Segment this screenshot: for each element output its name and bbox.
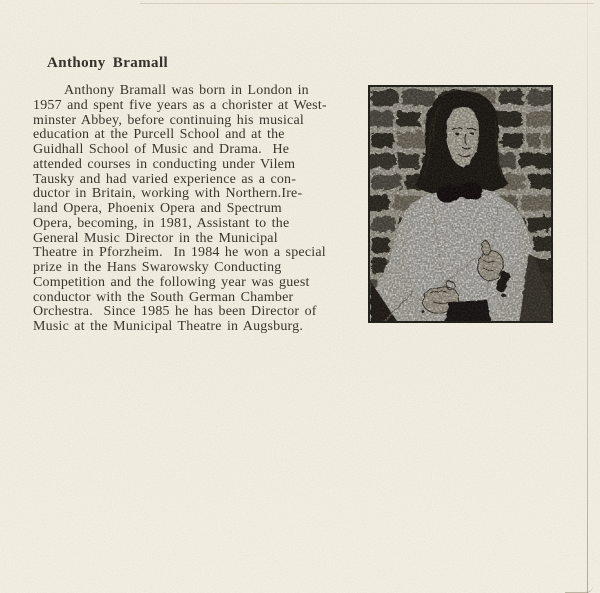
scan-edge-right — [587, 0, 588, 593]
biography-paragraph — [33, 84, 369, 335]
bio-line: minster Abbey, before continuing his musical — [33, 112, 304, 128]
bio-line: Anthony Bramall was born in London in — [64, 83, 309, 98]
page-title: Anthony Bramall — [47, 55, 169, 71]
bio-line: Competition and the following year was guest — [33, 274, 310, 290]
scan-edge-top — [140, 3, 594, 4]
bio-line: 1957 and spent five years as a chorister at West- — [33, 97, 327, 113]
bio-line: Opera, becoming, in 1981, Assistant to the — [33, 215, 290, 231]
bio-line: Music at the Municipal Theatre in Augsburg. — [33, 319, 304, 334]
bio-line: education at the Purcell School and at the — [33, 127, 285, 143]
bio-line: land Opera, Phoenix Opera and Spectrum — [33, 201, 282, 216]
bio-line: Orchestra. Since 1985 he has been Director of — [33, 304, 317, 320]
bio-line: Guidhall School of Music and Drama. He — [33, 142, 290, 157]
photo-grain — [370, 87, 551, 321]
bio-line: Theatre in Pforzheim. In 1984 he won a special — [33, 245, 326, 261]
bio-line: conductor with the South German Chamber — [33, 289, 294, 305]
bio-line: attended courses in conducting under Vilem — [33, 156, 296, 172]
page-corner-shadow — [565, 586, 593, 593]
portrait-photo — [368, 85, 553, 323]
bio-line: General Music Director in the Municipal — [33, 230, 278, 246]
bio-line: prize in the Hans Swarowsky Conducting — [33, 260, 282, 275]
bio-line: ductor in Britain, working with Northern.Ire- — [33, 186, 303, 202]
bio-line: Tausky and had varied experience as a con- — [33, 171, 297, 187]
